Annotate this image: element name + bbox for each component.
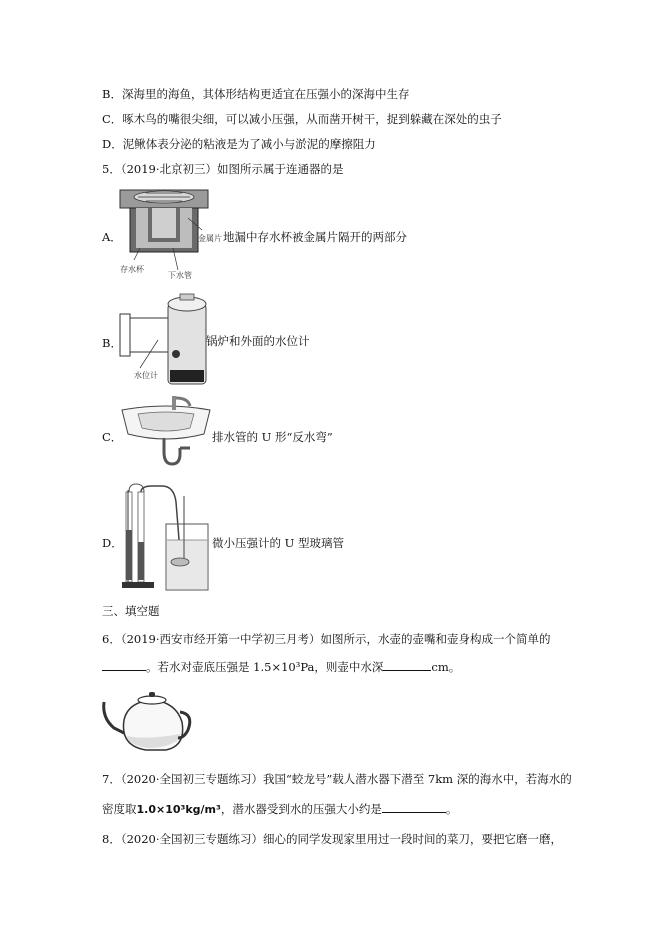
option-b-text: 锅炉和外面的水位计 xyxy=(206,334,310,348)
pressure-gauge-figure xyxy=(118,482,213,594)
option-b-label: B． xyxy=(102,336,122,350)
question-6-line-1: 6．（2019·西安市经开第一中学初三月考）如图所示，水壶的壶嘴和壶身构成一个简单的 xyxy=(102,632,551,646)
option-c-label: C． xyxy=(102,430,123,444)
question-8-line-1: 8．（2020·全国初三专题练习）细心的同学发现家里用过一段时间的菜刀，要把它磨一磨， xyxy=(102,832,562,846)
boiler-figure xyxy=(118,292,210,387)
question-6-line-2: 。若水对壶底压强是 1.5×10³Pa，则壶中水深 cm。 xyxy=(102,658,460,675)
answer-blank[interactable] xyxy=(102,658,146,671)
density-formula: 1.0×10³kg/m³ xyxy=(136,803,221,816)
option-a-text: 地漏中存水杯被金属片隔开的两部分 xyxy=(223,230,407,244)
question-7-line-2: 密度取1.0×10³kg/m³，潜水器受到水的压强大小约是 。 xyxy=(102,802,458,816)
answer-blank[interactable] xyxy=(383,658,431,671)
teapot-figure xyxy=(100,688,196,754)
section-heading-fill-in: 三、填空题 xyxy=(102,604,160,618)
floor-drain-figure xyxy=(118,188,223,280)
answer-blank[interactable] xyxy=(382,800,446,813)
question-5-stem: 5．（2019·北京初三）如图所示属于连通器的是 xyxy=(102,162,344,176)
label-metal-sheet: 金属片 xyxy=(198,234,222,243)
option-d-label: D． xyxy=(102,536,123,550)
option-c-q4: C．啄木鸟的嘴很尖细，可以减小压强，从而凿开树干，捉到躲藏在深处的虫子 xyxy=(102,112,502,126)
question-7-line-1: 7．（2020·全国初三专题练习）我国“蛟龙号”载人潜水器下潜至 7km 深的海水中，若海水的 xyxy=(102,772,572,786)
label-drain-pipe: 下水管 xyxy=(168,271,192,280)
option-d-text: 微小压强计的 U 型玻璃管 xyxy=(212,536,345,550)
option-d-q4: D．泥鳅体表分泌的粘液是为了减小与淤泥的摩擦阻力 xyxy=(102,137,376,151)
option-c-text: 排水管的 U 形“反水弯” xyxy=(212,430,333,444)
option-b-q4: B．深海里的海鱼，其体形结构更适宜在压强小的深海中生存 xyxy=(102,87,410,101)
label-water-cup: 存水杯 xyxy=(120,265,144,274)
option-a-label: A． xyxy=(102,230,122,244)
sink-figure xyxy=(118,392,213,472)
label-water-gauge: 水位计 xyxy=(134,371,158,380)
